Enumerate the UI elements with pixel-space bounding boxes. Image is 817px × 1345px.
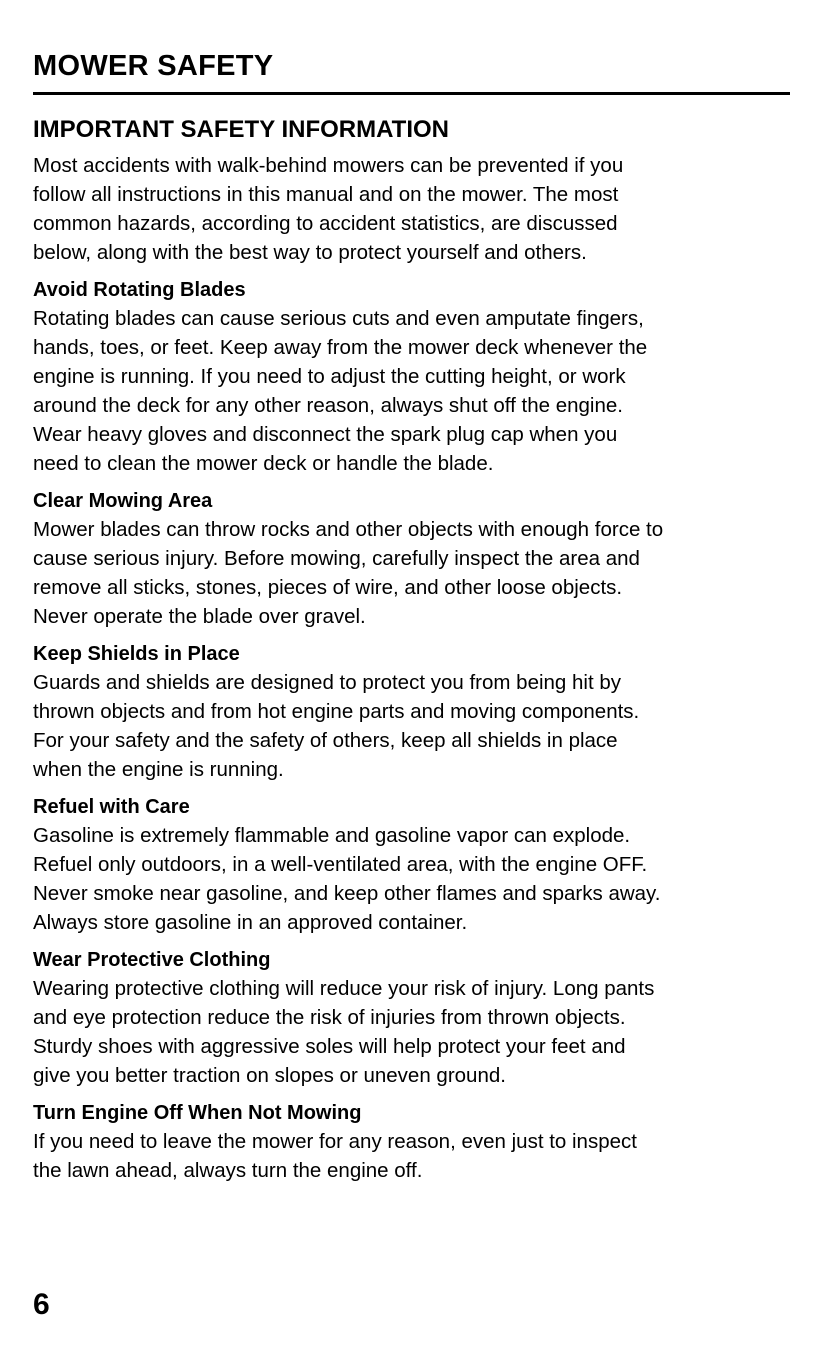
block-turn-engine-off <box>33 1099 788 1185</box>
body-line: the lawn ahead, always turn the engine off. <box>33 1159 423 1182</box>
body-line: If you need to leave the mower for any reason, even just to inspect <box>33 1130 637 1153</box>
body-line: Gasoline is extremely flammable and gasoline vapor can explode. <box>33 824 631 847</box>
body-line: thrown objects and from hot engine parts and moving components. <box>33 700 640 723</box>
block-body <box>33 974 788 1090</box>
intro-line: follow all instructions in this manual and on the mower. The most <box>33 183 619 206</box>
body-line: For your safety and the safety of others, keep all shields in place <box>33 729 618 752</box>
body-line: Wearing protective clothing will reduce your risk of injury. Long pants <box>33 977 655 1000</box>
body-line: Never smoke near gasoline, and keep other flames and sparks away. <box>33 882 661 905</box>
body-line: Never operate the blade over gravel. <box>33 605 366 628</box>
header-divider <box>33 92 790 95</box>
intro-paragraph <box>33 151 788 267</box>
block-body <box>33 668 788 784</box>
body-line: and eye protection reduce the risk of injuries from thrown objects. <box>33 1006 626 1029</box>
body-line: Refuel only outdoors, in a well-ventilated area, with the engine OFF. <box>33 853 648 876</box>
block-avoid-rotating-blades <box>33 276 788 478</box>
block-body <box>33 304 788 478</box>
body-line: around the deck for any other reason, always shut off the engine. <box>33 394 623 417</box>
body-line: Sturdy shoes with aggressive soles will help protect your feet and <box>33 1035 626 1058</box>
body-line: hands, toes, or feet. Keep away from the mower deck whenever the <box>33 336 648 359</box>
block-body <box>33 821 788 937</box>
block-heading: Clear Mowing Area <box>33 490 213 512</box>
body-line: cause serious injury. Before mowing, carefully inspect the area and <box>33 547 640 570</box>
block-refuel-with-care <box>33 793 788 937</box>
block-heading: Keep Shields in Place <box>33 643 240 665</box>
manual-page <box>33 46 788 1194</box>
block-clear-mowing-area <box>33 487 788 631</box>
section-title: IMPORTANT SAFETY INFORMATION <box>33 116 449 143</box>
block-wear-protective-clothing <box>33 946 788 1090</box>
body-line: Wear heavy gloves and disconnect the spark plug cap when you <box>33 423 618 446</box>
body-line: engine is running. If you need to adjust the cutting height, or work <box>33 365 626 388</box>
page-number: 6 <box>33 1288 50 1321</box>
block-heading: Wear Protective Clothing <box>33 949 271 971</box>
block-body <box>33 1127 788 1185</box>
body-line: remove all sticks, stones, pieces of wire, and other loose objects. <box>33 576 623 599</box>
body-line: need to clean the mower deck or handle the blade. <box>33 452 494 475</box>
block-body <box>33 515 788 631</box>
body-line: Guards and shields are designed to protect you from being hit by <box>33 671 622 694</box>
intro-line: common hazards, according to accident statistics, are discussed <box>33 212 618 235</box>
intro-line: below, along with the best way to protect yourself and others. <box>33 241 587 264</box>
intro-line: Most accidents with walk-behind mowers can be prevented if you <box>33 154 624 177</box>
block-heading: Refuel with Care <box>33 796 190 818</box>
block-heading: Avoid Rotating Blades <box>33 279 246 301</box>
body-line: when the engine is running. <box>33 758 284 781</box>
page-title: MOWER SAFETY <box>33 50 274 82</box>
body-line: Rotating blades can cause serious cuts and even amputate fingers, <box>33 307 644 330</box>
body-line: Mower blades can throw rocks and other objects with enough force to <box>33 518 664 541</box>
body-line: give you better traction on slopes or uneven ground. <box>33 1064 506 1087</box>
block-keep-shields-in-place <box>33 640 788 784</box>
body-line: Always store gasoline in an approved container. <box>33 911 468 934</box>
block-heading: Turn Engine Off When Not Mowing <box>33 1102 362 1124</box>
